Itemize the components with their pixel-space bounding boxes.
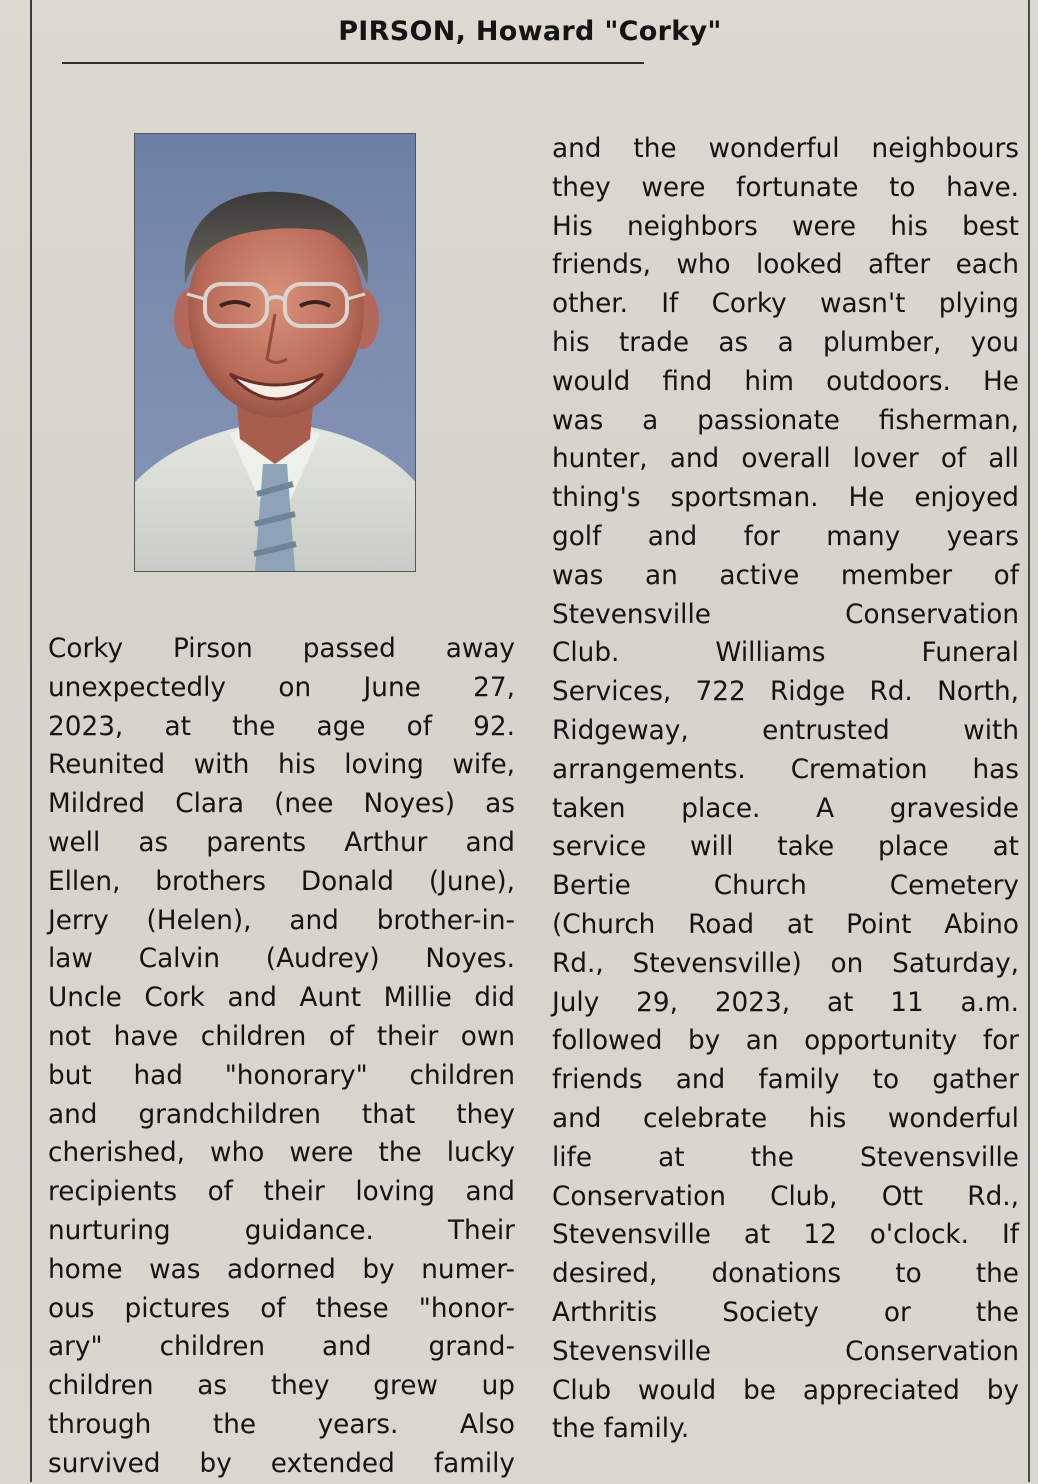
text-line: was an active member of — [552, 560, 1019, 591]
text-line: Reunited with his loving wife, — [48, 750, 515, 781]
text-line: through the years. Also — [48, 1409, 515, 1440]
text-line: Mildred Clara (nee Noyes) as — [48, 789, 515, 820]
text-line: 2023, at the age of 92. — [48, 711, 515, 742]
obituary-title: PIRSON, Howard "Corky" — [338, 16, 722, 47]
text-line: Corky Pirson passed away — [48, 634, 515, 664]
text-line: survived by extended family — [48, 1448, 515, 1479]
text-line: cherished, who were the lucky — [48, 1138, 515, 1169]
text-line: and celebrate his wonderful — [552, 1103, 1019, 1134]
text-line: ous pictures of these "honor- — [48, 1293, 515, 1324]
title-underline — [62, 62, 644, 64]
text-line: taken place. A graveside — [552, 793, 1019, 824]
text-line: arrangements. Cremation has — [552, 754, 1019, 785]
text-line: not have children of their own — [48, 1021, 515, 1052]
text-line: Club would be appreciated by — [552, 1375, 1019, 1406]
text-line: His neighbors were his best — [552, 211, 1019, 242]
text-line: Rd., Stevensville) on Saturday, — [552, 948, 1019, 979]
text-line: Jerry (Helen), and brother-in- — [48, 905, 515, 936]
column-rule-right — [1028, 0, 1030, 1482]
text-line: golf and for many years — [552, 521, 1019, 552]
text-line: thing's sportsman. He enjoyed — [552, 483, 1019, 514]
text-line: Ellen, brothers Donald (June), — [48, 866, 515, 897]
column-rule-left — [30, 0, 32, 1482]
text-line: unexpectedly on June 27, — [48, 672, 515, 703]
text-line: Services, 722 Ridge Rd. North, — [552, 677, 1019, 708]
obituary-text-right-column — [552, 130, 1019, 1449]
text-line: July 29, 2023, at 11 a.m. — [552, 987, 1019, 1018]
text-line: and the wonderful neighbours — [552, 134, 1019, 164]
portrait-icon — [135, 134, 415, 571]
obituary-text-left-column — [48, 630, 515, 1484]
text-line: but had "honorary" children — [48, 1060, 515, 1091]
text-line: Ridgeway, entrusted with — [552, 715, 1019, 746]
text-line: children as they grew up — [48, 1371, 515, 1402]
text-line: his trade as a plumber, you — [552, 327, 1019, 358]
text-line: home was adorned by numer- — [48, 1254, 515, 1285]
text-line: friends, who looked after each — [552, 250, 1019, 281]
text-line: they were fortunate to have. — [552, 172, 1019, 203]
text-line: life at the Stevensville — [552, 1142, 1019, 1173]
text-line: service will take place at — [552, 832, 1019, 863]
text-line: Conservation Club, Ott Rd., — [552, 1181, 1019, 1212]
text-line: Stevensville Conservation — [552, 1336, 1019, 1367]
portrait-photo — [134, 133, 416, 572]
text-line: followed by an opportunity for — [552, 1026, 1019, 1057]
text-line: other. If Corky wasn't plying — [552, 289, 1019, 320]
text-line: nurturing guidance. Their — [48, 1215, 515, 1246]
text-line: (Church Road at Point Abino — [552, 909, 1019, 940]
text-line: and grandchildren that they — [48, 1099, 515, 1130]
text-line: well as parents Arthur and — [48, 827, 515, 858]
text-line: Bertie Church Cemetery — [552, 871, 1019, 902]
text-line: Stevensville at 12 o'clock. If — [552, 1220, 1019, 1251]
text-line: desired, donations to the — [552, 1259, 1019, 1290]
text-line: was a passionate fisherman, — [552, 405, 1019, 436]
text-line: Uncle Cork and Aunt Millie did — [48, 983, 515, 1014]
text-line: hunter, and overall lover of all — [552, 444, 1019, 475]
text-line: would find him outdoors. He — [552, 366, 1019, 397]
text-line: the family. — [552, 1414, 690, 1445]
text-line: friends and family to gather — [552, 1065, 1019, 1096]
text-line: recipients of their loving and — [48, 1177, 515, 1208]
text-line: law Calvin (Audrey) Noyes. — [48, 944, 515, 975]
text-line: ary" children and grand- — [48, 1332, 515, 1363]
text-line: Stevensville Conservation — [552, 599, 1019, 630]
text-line: Arthritis Society or the — [552, 1297, 1019, 1328]
text-line: Club. Williams Funeral — [552, 638, 1019, 669]
